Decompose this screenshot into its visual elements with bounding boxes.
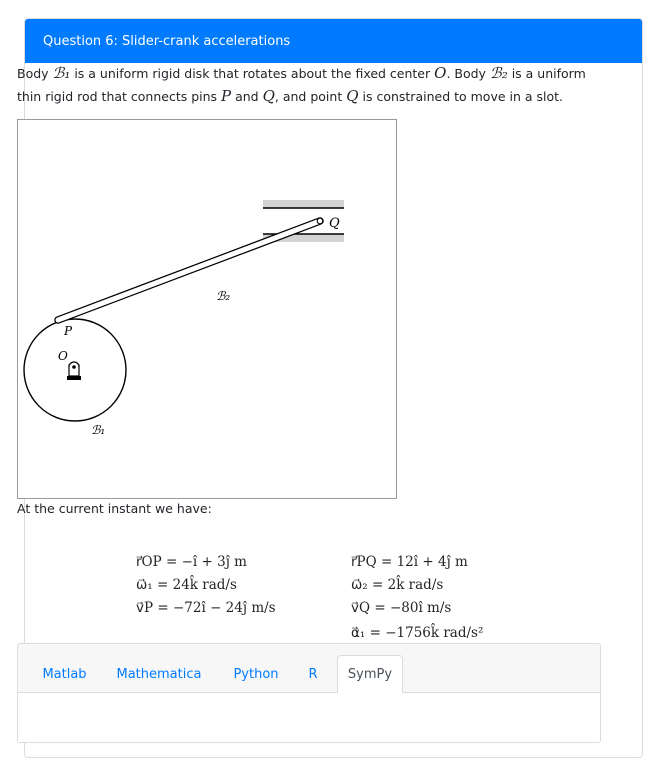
intro-point-o: O [434,64,447,82]
intro-point-p: P [221,87,232,105]
mechanism-diagram [18,120,396,498]
eq-v-p: v⃗P = −72ı̂ − 24ȷ̂ m/s [136,600,276,616]
problem-description [17,62,607,108]
question-header [25,19,642,63]
pin-q [317,218,323,224]
tab-r[interactable]: R [308,666,318,682]
intro-text-2: is a uniform rigid disk that rotates about the fixed center [70,66,435,81]
instant-label: At the current instant we have: [17,501,212,516]
intro-point-q: Q [262,87,275,105]
fixed-support-icon [67,362,81,380]
eq-r-op: r⃗OP = −ı̂ + 3ȷ̂ m [136,554,247,570]
intro-text-4: is a uniform thin rigid rod that connects pins [17,66,586,104]
label-b1: ℬ₁ [91,423,106,437]
question-title: Question 6: Slider-crank accelerations [43,33,291,49]
code-tabs-panel [17,643,601,743]
tab-python[interactable]: Python [233,666,279,682]
mechanism-figure [17,119,397,499]
intro-body-b2: ℬ₂ [489,64,508,82]
tab-matlab[interactable]: Matlab [42,666,87,682]
rod-b2 [58,221,320,320]
eq-v-q: v⃗Q = −80ı̂ m/s [351,600,452,616]
eq-omega1: ω⃗₁ = 24k̂ rad/s [136,577,237,593]
intro-text-1: Body [17,66,53,81]
tab-mathematica[interactable]: Mathematica [116,666,202,682]
intro-text-3: . Body [446,66,490,81]
intro-text-7: is constrained to move in a slot. [358,89,564,104]
tab-content [18,693,600,742]
tab-sympy[interactable]: SymPy [337,655,403,693]
intro-text-6: , and point [274,89,347,104]
intro-body-b1: ℬ₁ [52,64,71,82]
eq-r-pq: r⃗PQ = 12ı̂ + 4ȷ̂ m [351,554,468,570]
slot-top-rail [263,200,344,208]
label-p: P [64,324,73,338]
intro-text-5: and [231,89,263,104]
eq-alpha1: α⃗₁ = −1756k̂ rad/s² [351,625,484,641]
eq-omega2: ω⃗₂ = 2k̂ rad/s [351,577,444,593]
label-o: O [58,349,68,363]
intro-point-q-2: Q [346,87,359,105]
label-q: Q [329,216,340,231]
label-b2: ℬ₂ [216,289,231,303]
